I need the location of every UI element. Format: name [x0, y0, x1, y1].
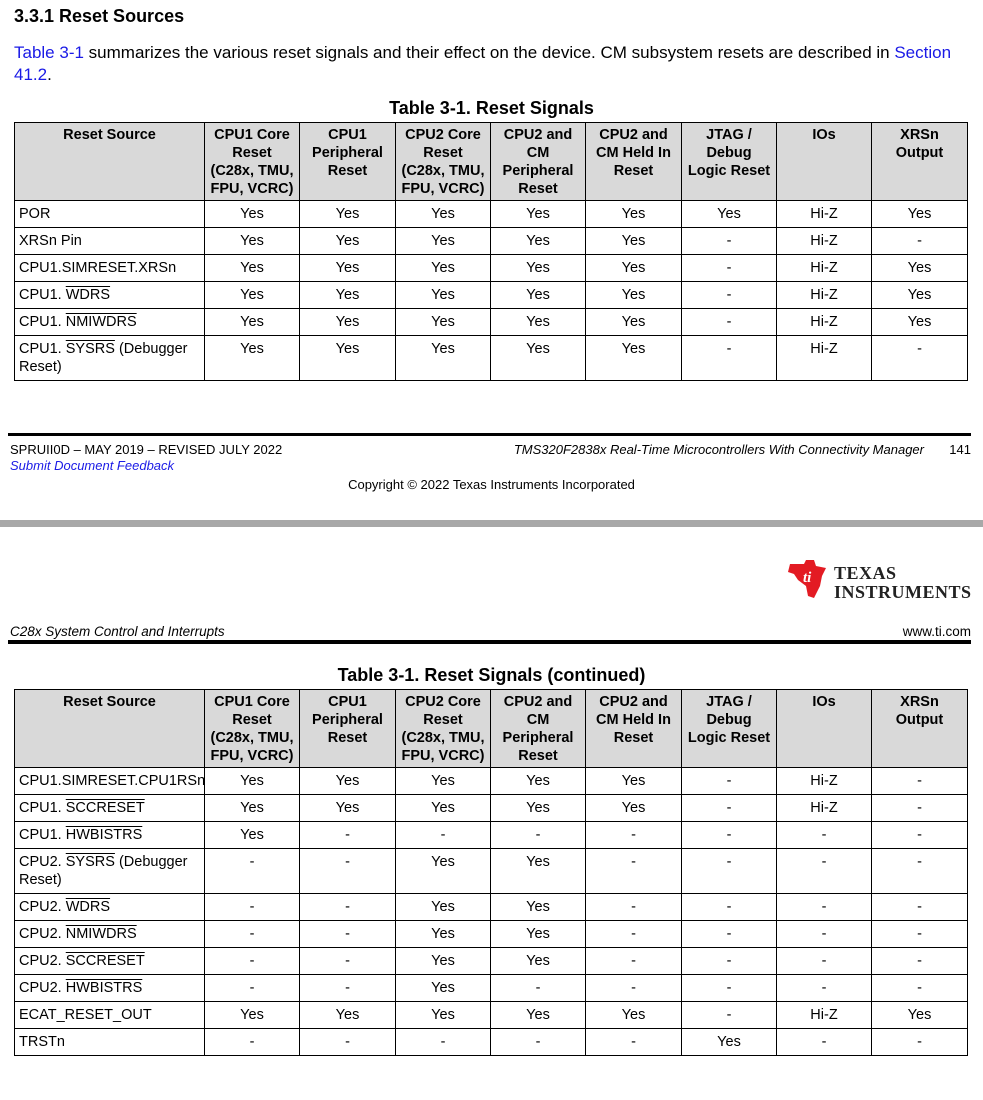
reset-source-prefix: CPU1. — [19, 314, 66, 330]
table-cell: - — [872, 768, 968, 795]
table-cell: Yes — [491, 336, 586, 381]
table-cell: Yes — [396, 975, 491, 1002]
reset-source-signal: HWBISTRS — [65, 827, 143, 843]
table-cell: - — [682, 282, 777, 309]
reset-source-prefix: CPU1. — [19, 827, 66, 843]
table-cell: Yes — [396, 282, 491, 309]
table-cell: Yes — [205, 336, 300, 381]
table-cell: Yes — [205, 255, 300, 282]
table-row — [15, 795, 968, 822]
intro-text-1: summarizes the various reset signals and their effect on the device. CM subsystem resets are described in — [83, 43, 895, 62]
table-cell: - — [777, 948, 872, 975]
reset-source-cell — [15, 948, 205, 975]
table-cell: Yes — [491, 1002, 586, 1029]
reset-source-prefix: CPU1.SIMRESET.XRSn — [19, 260, 177, 276]
table-header-row — [15, 123, 968, 201]
table-row — [15, 201, 968, 228]
reset-source-prefix: CPU2. — [19, 854, 66, 870]
table-cell: Yes — [396, 228, 491, 255]
table-link[interactable]: Table 3-1 — [14, 43, 84, 62]
table-cell: Yes — [396, 336, 491, 381]
table-row — [15, 309, 968, 336]
table-cell: - — [872, 1029, 968, 1056]
table-cell: - — [872, 336, 968, 381]
table-cell: Yes — [396, 795, 491, 822]
table-cell: - — [777, 849, 872, 894]
table-header-row — [15, 690, 968, 768]
table-cell: Yes — [491, 228, 586, 255]
footer-rule — [8, 433, 971, 436]
reset-source-prefix: CPU2. — [19, 926, 66, 942]
table-cell: - — [396, 822, 491, 849]
table-cell: - — [491, 1029, 586, 1056]
table-cell: Yes — [205, 822, 300, 849]
reset-source-cell — [15, 768, 205, 795]
table-cell: - — [586, 822, 682, 849]
table-cell: Yes — [205, 1002, 300, 1029]
reset-source-cell — [15, 822, 205, 849]
table-cell: Hi-Z — [777, 228, 872, 255]
table-cell: Yes — [396, 768, 491, 795]
table-cell: Yes — [872, 201, 968, 228]
column-header: XRSn Output — [872, 690, 968, 768]
reset-source-cell — [15, 282, 205, 309]
table-cell: - — [682, 228, 777, 255]
reset-source-cell — [15, 975, 205, 1002]
table-cell: Yes — [491, 282, 586, 309]
footer-doc-title: TMS320F2838x Real-Time Microcontrollers With Connectivity Manager — [513, 442, 924, 457]
intro-text-2: . — [47, 65, 52, 84]
table-cell: Yes — [300, 1002, 396, 1029]
reset-source-prefix: CPU1.SIMRESET.CPU1RSn — [19, 773, 206, 789]
column-header: CPU1 Peripheral Reset — [300, 123, 396, 201]
table-cell: - — [682, 336, 777, 381]
table-cell: Yes — [586, 255, 682, 282]
table-cell: Yes — [682, 1029, 777, 1056]
column-header: CPU2 and CM Held In Reset — [586, 123, 682, 201]
table-row — [15, 228, 968, 255]
reset-source-cell — [15, 894, 205, 921]
table-cell: - — [300, 849, 396, 894]
table-cell: - — [682, 975, 777, 1002]
table-cell: Yes — [205, 795, 300, 822]
header-rule — [8, 640, 971, 644]
column-header: XRSn Output — [872, 123, 968, 201]
table-cell: - — [872, 921, 968, 948]
column-header: JTAG / Debug Logic Reset — [682, 123, 777, 201]
table-cell: - — [682, 1002, 777, 1029]
table-cell: Yes — [586, 228, 682, 255]
table-cell: - — [682, 768, 777, 795]
table-row — [15, 282, 968, 309]
reset-source-prefix: XRSn Pin — [19, 233, 82, 249]
reset-source-prefix: CPU2. — [19, 980, 66, 996]
intro-paragraph — [14, 42, 954, 86]
table-cell: - — [872, 894, 968, 921]
footer-doc-id: SPRUII0D – MAY 2019 – REVISED JULY 2022 — [10, 442, 283, 457]
table-cell: Yes — [872, 255, 968, 282]
table-cell: - — [586, 948, 682, 975]
reset-source-prefix: CPU1. — [19, 800, 66, 816]
table-row — [15, 948, 968, 975]
table-row — [15, 1002, 968, 1029]
table-cell: Hi-Z — [777, 309, 872, 336]
reset-source-signal: SYSRS — [65, 854, 115, 870]
reset-source-prefix: CPU2. — [19, 899, 66, 915]
reset-signals-table — [14, 122, 968, 381]
table-cell: Yes — [586, 309, 682, 336]
table-row — [15, 336, 968, 381]
reset-source-prefix: CPU1. — [19, 287, 66, 303]
table-cell: - — [682, 795, 777, 822]
table-row — [15, 894, 968, 921]
table2-caption: Table 3-1. Reset Signals (continued) — [337, 665, 646, 685]
table-cell: Yes — [300, 255, 396, 282]
table-cell: Yes — [396, 255, 491, 282]
table-cell: Yes — [396, 894, 491, 921]
table-cell: - — [777, 921, 872, 948]
section-link[interactable]: Section 41.2 — [14, 43, 952, 84]
table-cell: - — [205, 894, 300, 921]
table-cell: - — [205, 921, 300, 948]
table-cell: Yes — [872, 309, 968, 336]
table-cell: - — [682, 849, 777, 894]
table-cell: Yes — [396, 1002, 491, 1029]
column-header: Reset Source — [15, 123, 205, 201]
table-row — [15, 921, 968, 948]
table-cell: Yes — [300, 228, 396, 255]
reset-source-suffix: (Debugger Reset) — [19, 854, 188, 888]
column-header: CPU2 Core Reset (C28x, TMU, FPU, VCRC) — [396, 123, 491, 201]
reset-source-prefix: POR — [19, 206, 51, 222]
table-cell: Yes — [491, 768, 586, 795]
table-cell: Hi-Z — [777, 795, 872, 822]
table-cell: Yes — [300, 201, 396, 228]
column-header: CPU2 and CM Peripheral Reset — [491, 690, 586, 768]
reset-source-signal: NMIWDRS — [65, 926, 137, 942]
table-cell: Hi-Z — [777, 255, 872, 282]
logo-line-1: TEXAS — [834, 563, 897, 583]
column-header: IOs — [777, 690, 872, 768]
table-cell: Yes — [300, 282, 396, 309]
table1-caption: Table 3-1. Reset Signals — [389, 98, 594, 118]
table-cell: Hi-Z — [777, 336, 872, 381]
reset-source-prefix: ECAT_RESET_OUT — [19, 1007, 152, 1023]
table-cell: Yes — [872, 1002, 968, 1029]
table-cell: Yes — [586, 1002, 682, 1029]
reset-source-cell — [15, 201, 205, 228]
reset-source-signal: WDRS — [65, 899, 111, 915]
reset-source-prefix: CPU2. — [19, 953, 66, 969]
table-cell: - — [682, 255, 777, 282]
table-cell: - — [205, 975, 300, 1002]
table-row — [15, 1029, 968, 1056]
table-cell: Yes — [300, 336, 396, 381]
column-header: CPU1 Core Reset (C28x, TMU, FPU, VCRC) — [205, 690, 300, 768]
logo-line-2: INSTRUMENTS — [834, 582, 972, 602]
table-cell: - — [205, 849, 300, 894]
reset-source-cell — [15, 795, 205, 822]
table-cell: - — [682, 948, 777, 975]
table-cell: Yes — [205, 768, 300, 795]
table-cell: Yes — [396, 201, 491, 228]
table-cell: - — [396, 1029, 491, 1056]
column-header: CPU2 and CM Held In Reset — [586, 690, 682, 768]
reset-source-signal: HWBISTRS — [65, 980, 143, 996]
table-cell: - — [300, 894, 396, 921]
table-cell: - — [872, 849, 968, 894]
column-header: Reset Source — [15, 690, 205, 768]
column-header: JTAG / Debug Logic Reset — [682, 690, 777, 768]
table-cell: Yes — [205, 228, 300, 255]
reset-source-cell — [15, 255, 205, 282]
table-cell: Yes — [586, 201, 682, 228]
chapter-title: C28x System Control and Interrupts — [10, 624, 225, 639]
table-cell: Yes — [396, 948, 491, 975]
table-row — [15, 255, 968, 282]
table-cell: - — [300, 822, 396, 849]
column-header: CPU2 Core Reset (C28x, TMU, FPU, VCRC) — [396, 690, 491, 768]
reset-source-cell — [15, 228, 205, 255]
table-cell: - — [300, 1029, 396, 1056]
reset-source-cell — [15, 1029, 205, 1056]
table-cell: - — [777, 1029, 872, 1056]
table-cell: - — [300, 921, 396, 948]
table-cell: Yes — [396, 849, 491, 894]
table-cell: - — [682, 309, 777, 336]
reset-signals-continued-table — [14, 689, 968, 1056]
table-cell: Yes — [205, 282, 300, 309]
table-cell: Yes — [491, 894, 586, 921]
table-cell: Hi-Z — [777, 1002, 872, 1029]
table-cell: Yes — [586, 282, 682, 309]
section-heading: 3.3.1 Reset Sources — [14, 6, 185, 26]
table-cell: - — [491, 822, 586, 849]
table-cell: Yes — [586, 795, 682, 822]
page-number: 141 — [949, 442, 971, 457]
table-row — [15, 975, 968, 1002]
table-cell: - — [205, 1029, 300, 1056]
column-header: IOs — [777, 123, 872, 201]
reset-source-cell — [15, 1002, 205, 1029]
table-cell: Hi-Z — [777, 282, 872, 309]
table-row — [15, 849, 968, 894]
table-row — [15, 768, 968, 795]
table-cell: Yes — [300, 309, 396, 336]
reset-source-signal: SYSRS — [65, 341, 115, 357]
table-cell: - — [586, 1029, 682, 1056]
table-cell: Yes — [396, 921, 491, 948]
table-cell: - — [777, 894, 872, 921]
table-cell: Yes — [491, 795, 586, 822]
table-cell: - — [682, 822, 777, 849]
table-cell: Yes — [491, 849, 586, 894]
table-cell: - — [586, 921, 682, 948]
table-cell: Yes — [872, 282, 968, 309]
column-header: CPU2 and CM Peripheral Reset — [491, 123, 586, 201]
column-header: CPU1 Core Reset (C28x, TMU, FPU, VCRC) — [205, 123, 300, 201]
table-cell: - — [872, 228, 968, 255]
table-cell: Yes — [491, 201, 586, 228]
table-cell: - — [777, 975, 872, 1002]
table-cell: Yes — [491, 309, 586, 336]
table-cell: - — [872, 948, 968, 975]
table-cell: Yes — [300, 768, 396, 795]
table-cell: - — [872, 795, 968, 822]
table-cell: - — [872, 822, 968, 849]
column-header: CPU1 Peripheral Reset — [300, 690, 396, 768]
table-cell: Yes — [396, 309, 491, 336]
copyright: Copyright © 2022 Texas Instruments Incorporated — [348, 477, 635, 492]
table-cell: - — [300, 948, 396, 975]
table-cell: Yes — [491, 948, 586, 975]
table-cell: Yes — [491, 255, 586, 282]
reset-source-signal: NMIWDRS — [65, 314, 137, 330]
table-cell: - — [300, 975, 396, 1002]
table-cell: - — [777, 822, 872, 849]
reset-source-signal: SCCRESET — [65, 800, 145, 816]
table-cell: - — [586, 975, 682, 1002]
reset-source-cell — [15, 849, 205, 894]
reset-source-prefix: TRSTn — [19, 1034, 65, 1050]
table-cell: Hi-Z — [777, 201, 872, 228]
table-cell: Yes — [205, 309, 300, 336]
svg-text:ti: ti — [803, 570, 812, 586]
ti-logo-text — [834, 564, 972, 602]
table-cell: Yes — [491, 921, 586, 948]
table-cell: Yes — [682, 201, 777, 228]
table-cell: - — [872, 975, 968, 1002]
texas-instruments-logo-icon — [786, 556, 832, 602]
table-cell: - — [682, 921, 777, 948]
reset-source-signal: SCCRESET — [65, 953, 145, 969]
table-cell: Yes — [205, 201, 300, 228]
table-cell: Yes — [300, 795, 396, 822]
table-cell: - — [586, 894, 682, 921]
reset-source-signal: WDRS — [65, 287, 111, 303]
table-cell: - — [205, 948, 300, 975]
reset-source-prefix: CPU1. — [19, 341, 66, 357]
table-cell: Yes — [586, 768, 682, 795]
reset-source-suffix: (Debugger Reset) — [19, 341, 188, 375]
table-row — [15, 822, 968, 849]
table-cell: - — [682, 894, 777, 921]
table-cell: - — [491, 975, 586, 1002]
reset-source-cell — [15, 336, 205, 381]
table-cell: - — [586, 849, 682, 894]
submit-feedback-link[interactable]: Submit Document Feedback — [10, 458, 175, 473]
reset-source-cell — [15, 921, 205, 948]
website[interactable]: www.ti.com — [902, 624, 971, 639]
page-separator — [0, 520, 983, 527]
table-cell: Yes — [586, 336, 682, 381]
table-cell: Hi-Z — [777, 768, 872, 795]
reset-source-cell — [15, 309, 205, 336]
